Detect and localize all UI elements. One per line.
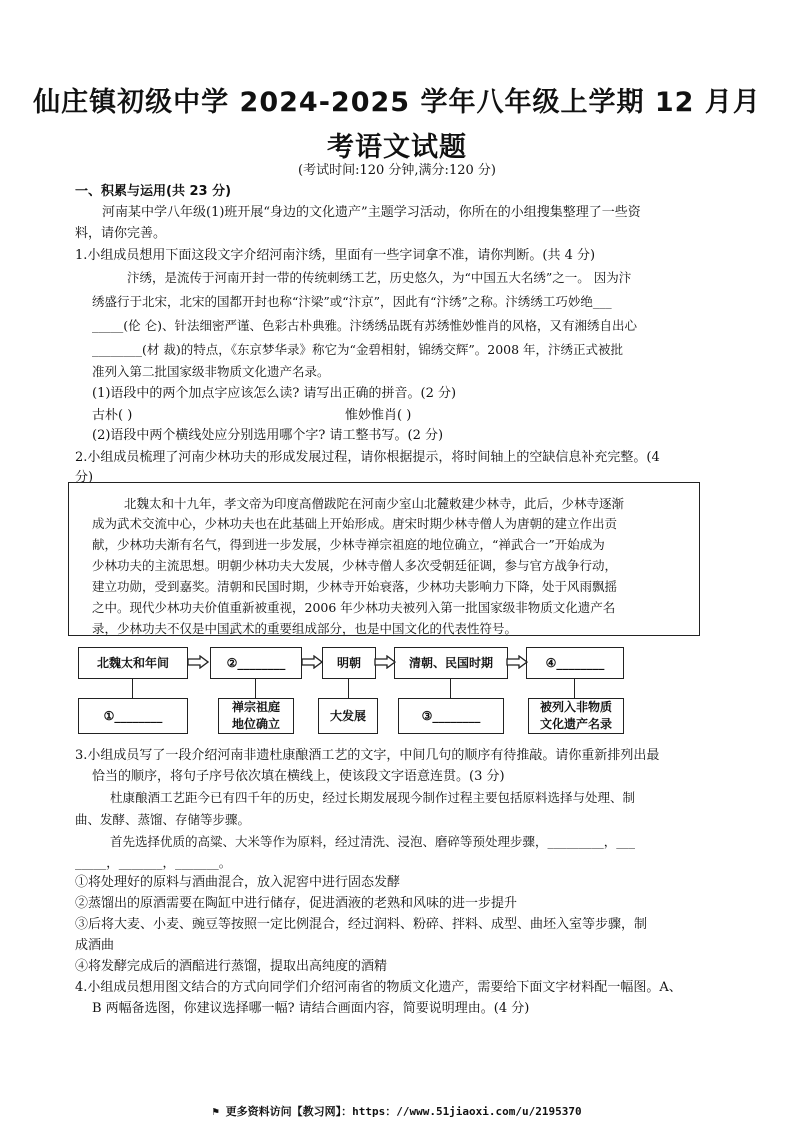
section-heading: 一、积累与运用(共 23 分) — [75, 184, 232, 199]
timeline-top-cell[interactable]: ④________ — [526, 647, 624, 679]
title-line-2: 考语文试题 — [327, 132, 467, 163]
timeline-arrow-icon — [506, 655, 528, 669]
q1-blank-a[interactable]: 古朴( ) — [92, 408, 133, 423]
q1-passage-line: 绣盛行于北宋，北宋的国都开封也称“汴梁”或“汴京”，因此有“汴绣”之称。汴绣绣工巧妙绝___ — [92, 294, 612, 309]
timeline-connector — [574, 678, 575, 698]
timeline-top-cell: 明朝 — [322, 647, 376, 679]
timeline-arrow-icon — [187, 655, 209, 669]
timeline-connector — [132, 678, 133, 698]
q2-stem-end: 分) — [75, 470, 94, 485]
exam-info: (考试时间:120 分钟,满分:120 分) — [298, 163, 496, 178]
q3-passage-line[interactable]: _____，_______，_______。 — [75, 855, 232, 870]
timeline-connector — [348, 678, 349, 698]
q1-blank-b[interactable]: 惟妙惟肖( ) — [345, 408, 412, 423]
flag-icon: ⚑ — [212, 1105, 219, 1118]
q1-stem: 1.小组成员想用下面这段文字介绍河南汴绣，里面有一些字词拿不准，请你判断。(共 4 分) — [75, 248, 596, 263]
q1-sub1: (1)语段中的两个加点字应该怎么读? 请写出正确的拼音。(2 分) — [92, 386, 457, 401]
q2-passage-line: 成为武术交流中心，少林功夫也在此基础上开始形成。唐宋时期少林寺僧人为唐朝的建立作出贡 — [92, 516, 618, 531]
q3-stem-1: 3.小组成员写了一段介绍河南非遗杜康酿酒工艺的文字，中间几句的顺序有待推敲。请你重新排列出最 — [75, 748, 660, 763]
q3-passage-line[interactable]: 首先选择优质的高粱、大米等作为原料，经过清洗、浸泡、磨碎等预处理步骤，_________，___ — [110, 834, 636, 849]
timeline-arrow-icon — [301, 655, 323, 669]
timeline-bottom-cell: 禅宗祖庭 地位确立 — [218, 698, 294, 734]
q1-passage-line: 汴绣，是流传于河南开封一带的传统刺绣工艺，历史悠久，为“中国五大名绣”之一。 因为汴 — [127, 270, 632, 285]
q2-passage-line: 献，少林功夫渐有名气，得到进一步发展，少林寺禅宗祖庭的地位确立，“禅武合一”开始成为 — [92, 537, 605, 552]
q2-passage-line: 北魏太和十九年，孝文帝为印度高僧跋陀在河南少室山北麓敕建少林寺，此后，少林寺逐渐 — [124, 496, 625, 511]
timeline-bottom-cell: 被列入非物质 文化遗产名录 — [528, 698, 624, 734]
q3-option: ④将发酵完成后的酒醅进行蒸馏，提取出高纯度的酒精 — [75, 959, 388, 974]
q1-passage-line: ________(材 裁)的特点，《东京梦华录》称它为“金碧相射，锦绣交辉”。2008 年，汴绣正式被批 — [92, 342, 624, 357]
timeline-top-cell: 清朝、民国时期 — [394, 647, 508, 679]
q2-passage-line: 之中。现代少林功夫价值重新被重视，2006 年少林功夫被列入第一批国家级非物质文化遗产名 — [92, 600, 616, 615]
q2-passage-line: 少林功夫的主流思想。明朝少林功夫大发展，少林寺僧人多次受朝廷征调，参与官方战争行动， — [92, 558, 618, 573]
timeline-bottom-cell: 大发展 — [318, 698, 378, 734]
q3-passage-line: 曲、发酵、蒸馏、存储等步骤。 — [75, 812, 251, 827]
intro-line-1: 河南某中学八年级(1)班开展“身边的文化遗产”主题学习活动，你所在的小组搜集整理了一些资 — [102, 205, 641, 220]
q1-passage-line: 准列入第二批国家级非物质文化遗产名录。 — [92, 364, 330, 379]
q3-option: ③后将大麦、小麦、豌豆等按照一定比例混合，经过润料、粉碎、拌料、成型、曲坯入室等步骤，制 — [75, 917, 648, 932]
q1-sub2: (2)语段中两个横线处应分别选用哪个字? 请工整书写。(2 分) — [92, 428, 444, 443]
q2-passage-line: 录，少林功夫不仅是中国武术的重要组成部分，也是中国文化的代表性符号。 — [92, 621, 518, 636]
q3-stem-2: 恰当的顺序，将句子序号依次填在横线上，使该段文字语意连贯。(3 分) — [92, 769, 505, 784]
q2-stem: 2.小组成员梳理了河南少林功夫的形成发展过程，请你根据提示，将时间轴上的空缺信息补充完整。(4 — [75, 450, 660, 465]
q4-stem-1: 4.小组成员想用图文结合的方式向同学们介绍河南省的物质文化遗产，需要给下面文字材料配一幅图。A、 — [75, 980, 682, 995]
q2-passage-line: 建立功勋，受到嘉奖。清朝和民国时期，少林寺开始衰落，少林功夫影响力下降，处于风雨飘摇 — [92, 579, 618, 594]
footer-link[interactable] — [0, 1103, 794, 1119]
title-line-1: 仙庄镇初级中学 2024-2025 学年八年级上学期 12 月月 — [33, 87, 761, 118]
timeline-top-cell: 北魏太和年间 — [78, 647, 188, 679]
timeline-bottom-cell[interactable]: ①________ — [78, 698, 188, 734]
footer-text: 更多资料访问【教习网】：https：//www.51jiaoxi.com/u/2195370 — [225, 1105, 582, 1118]
timeline-top-cell[interactable]: ②________ — [210, 647, 302, 679]
q3-option: ①将处理好的原料与酒曲混合，放入泥窖中进行固态发酵 — [75, 875, 401, 890]
q4-stem-2: B 两幅备选图，你建议选择哪一幅? 请结合画面内容，简要说明理由。(4 分) — [92, 1001, 530, 1016]
timeline-bottom-cell[interactable]: ③________ — [398, 698, 504, 734]
timeline-connector — [255, 678, 256, 698]
timeline-arrow-icon — [374, 655, 396, 669]
timeline-connector — [450, 678, 451, 698]
q1-passage-line: _____(伦 仑)、针法细密严谨、色彩古朴典雅。汴绣绣品既有苏绣惟妙惟肖的风格，又有湘绣自出心 — [92, 318, 637, 333]
q3-option: 成酒曲 — [75, 938, 115, 953]
q3-passage-line: 杜康酿酒工艺距今已有四千年的历史，经过长期发展现今制作过程主要包括原料选择与处理、制 — [110, 790, 636, 805]
q3-option: ②蒸馏出的原酒需要在陶缸中进行储存，促进酒液的老熟和风味的进一步提升 — [75, 896, 518, 911]
intro-line-2: 料，请你完善。 — [75, 226, 167, 241]
